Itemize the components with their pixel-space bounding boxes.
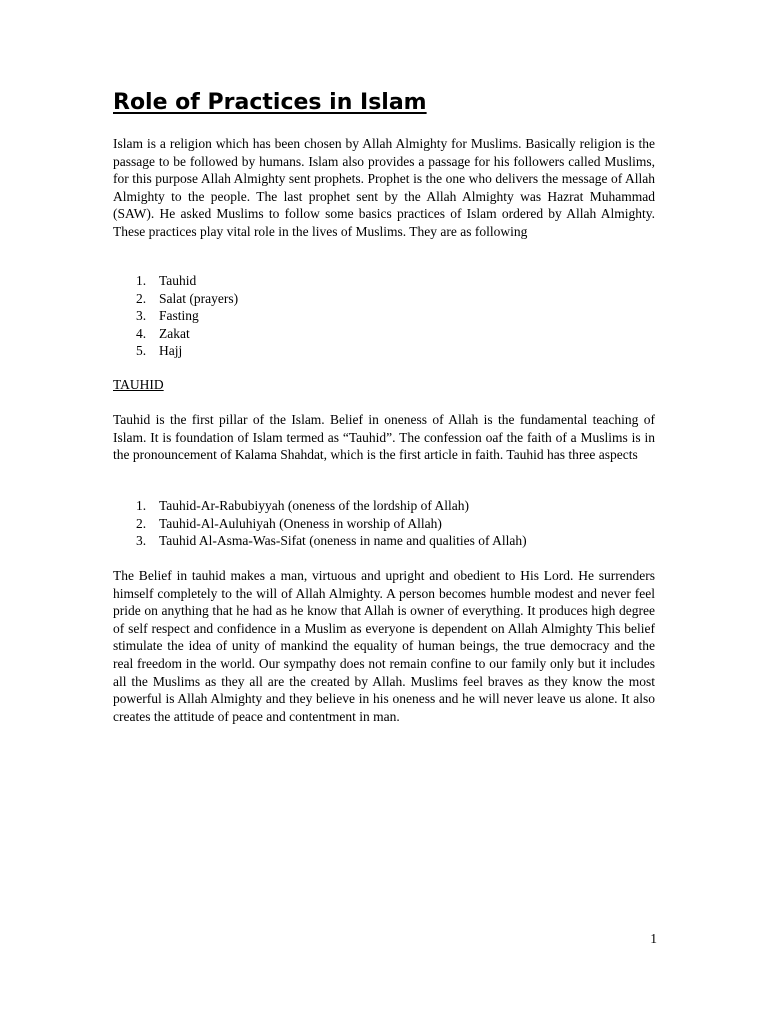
list-item bbox=[113, 497, 527, 515]
list-item-number: 5. bbox=[136, 343, 147, 359]
list-item bbox=[113, 342, 238, 360]
list-item bbox=[113, 532, 527, 550]
list-item-number: 4. bbox=[136, 325, 147, 341]
intro-paragraph: Islam is a religion which has been chosen by Allah Almighty for Muslims. Basically religion is the passage to be followed by humans. Islam also provides a passage for his followers called Muslims, for this purpose Allah Almighty sent prophets. Prophet is the one who delivers the message of Allah Almighty to the people. The last prophet sent by the Allah Almighty was Hazrat Muhammad (SAW). He asked Muslims to follow some basics practices of Islam ordered by Allah Almighty. These practices play vital role in the lives of Muslims. They are as following bbox=[113, 136, 655, 239]
list-item-number: 3. bbox=[136, 533, 147, 549]
list-item-number: 2. bbox=[136, 515, 147, 531]
page-number: 1 bbox=[650, 931, 657, 946]
aspects-list bbox=[113, 497, 527, 550]
document-title: Role of Practices in Islam bbox=[113, 90, 427, 115]
list-item-text: Fasting bbox=[159, 308, 199, 324]
list-item-number: 2. bbox=[136, 290, 147, 306]
belief-paragraph: The Belief in tauhid makes a man, virtuous and upright and obedient to His Lord. He surrenders himself completely to the will of Allah Almighty. A person becomes humble modest and never feel pride on anything that he had as he know that Allah is owner of everything. It produces high degree of self respect and confidence in a Muslim as everyone is dependent on Allah Almighty This belief stimulate the idea of unity of mankind the equality of human beings, the true democracy and the real freedom in the world. Our sympathy does not remain confine to our family only but it includes all the Muslims as they all are the created by Allah. Muslims feel braves as they know the most powerful is Allah Almighty and they believe in his oneness and he will never leave us alone. It also creates the attitude of peace and contentment in man. bbox=[113, 568, 655, 724]
practices-list bbox=[113, 272, 238, 360]
list-item bbox=[113, 290, 238, 308]
list-item-number: 1. bbox=[136, 273, 147, 288]
list-item-number: 1. bbox=[136, 498, 147, 513]
section-heading-tauhid: TAUHID bbox=[113, 377, 164, 392]
list-item-text: Zakat bbox=[159, 325, 190, 341]
list-item bbox=[113, 272, 238, 290]
list-item-text: Tauhid-Ar-Rabubiyyah (oneness of the lordship of Allah) bbox=[159, 498, 469, 513]
list-item-number: 3. bbox=[136, 308, 147, 324]
tauhid-paragraph: Tauhid is the first pillar of the Islam. Belief in oneness of Allah is the fundamental teaching of Islam. It is foundation of Islam termed as “Tauhid”. The confession oaf the faith of a Muslims is in the pronouncement of Kalama Shahdat, which is the first article in faith. Tauhid has three aspects bbox=[113, 412, 655, 463]
list-item bbox=[113, 325, 238, 343]
list-item bbox=[113, 515, 527, 533]
list-item-text: Tauhid Al-Asma-Was-Sifat (oneness in name and qualities of Allah) bbox=[159, 533, 527, 549]
list-item-text: Hajj bbox=[159, 343, 183, 359]
list-item-text: Salat (prayers) bbox=[159, 290, 239, 306]
list-item-text: Tauhid bbox=[159, 273, 197, 288]
list-item-text: Tauhid-Al-Auluhiyah (Oneness in worship of Allah) bbox=[159, 515, 442, 531]
list-item bbox=[113, 307, 238, 325]
